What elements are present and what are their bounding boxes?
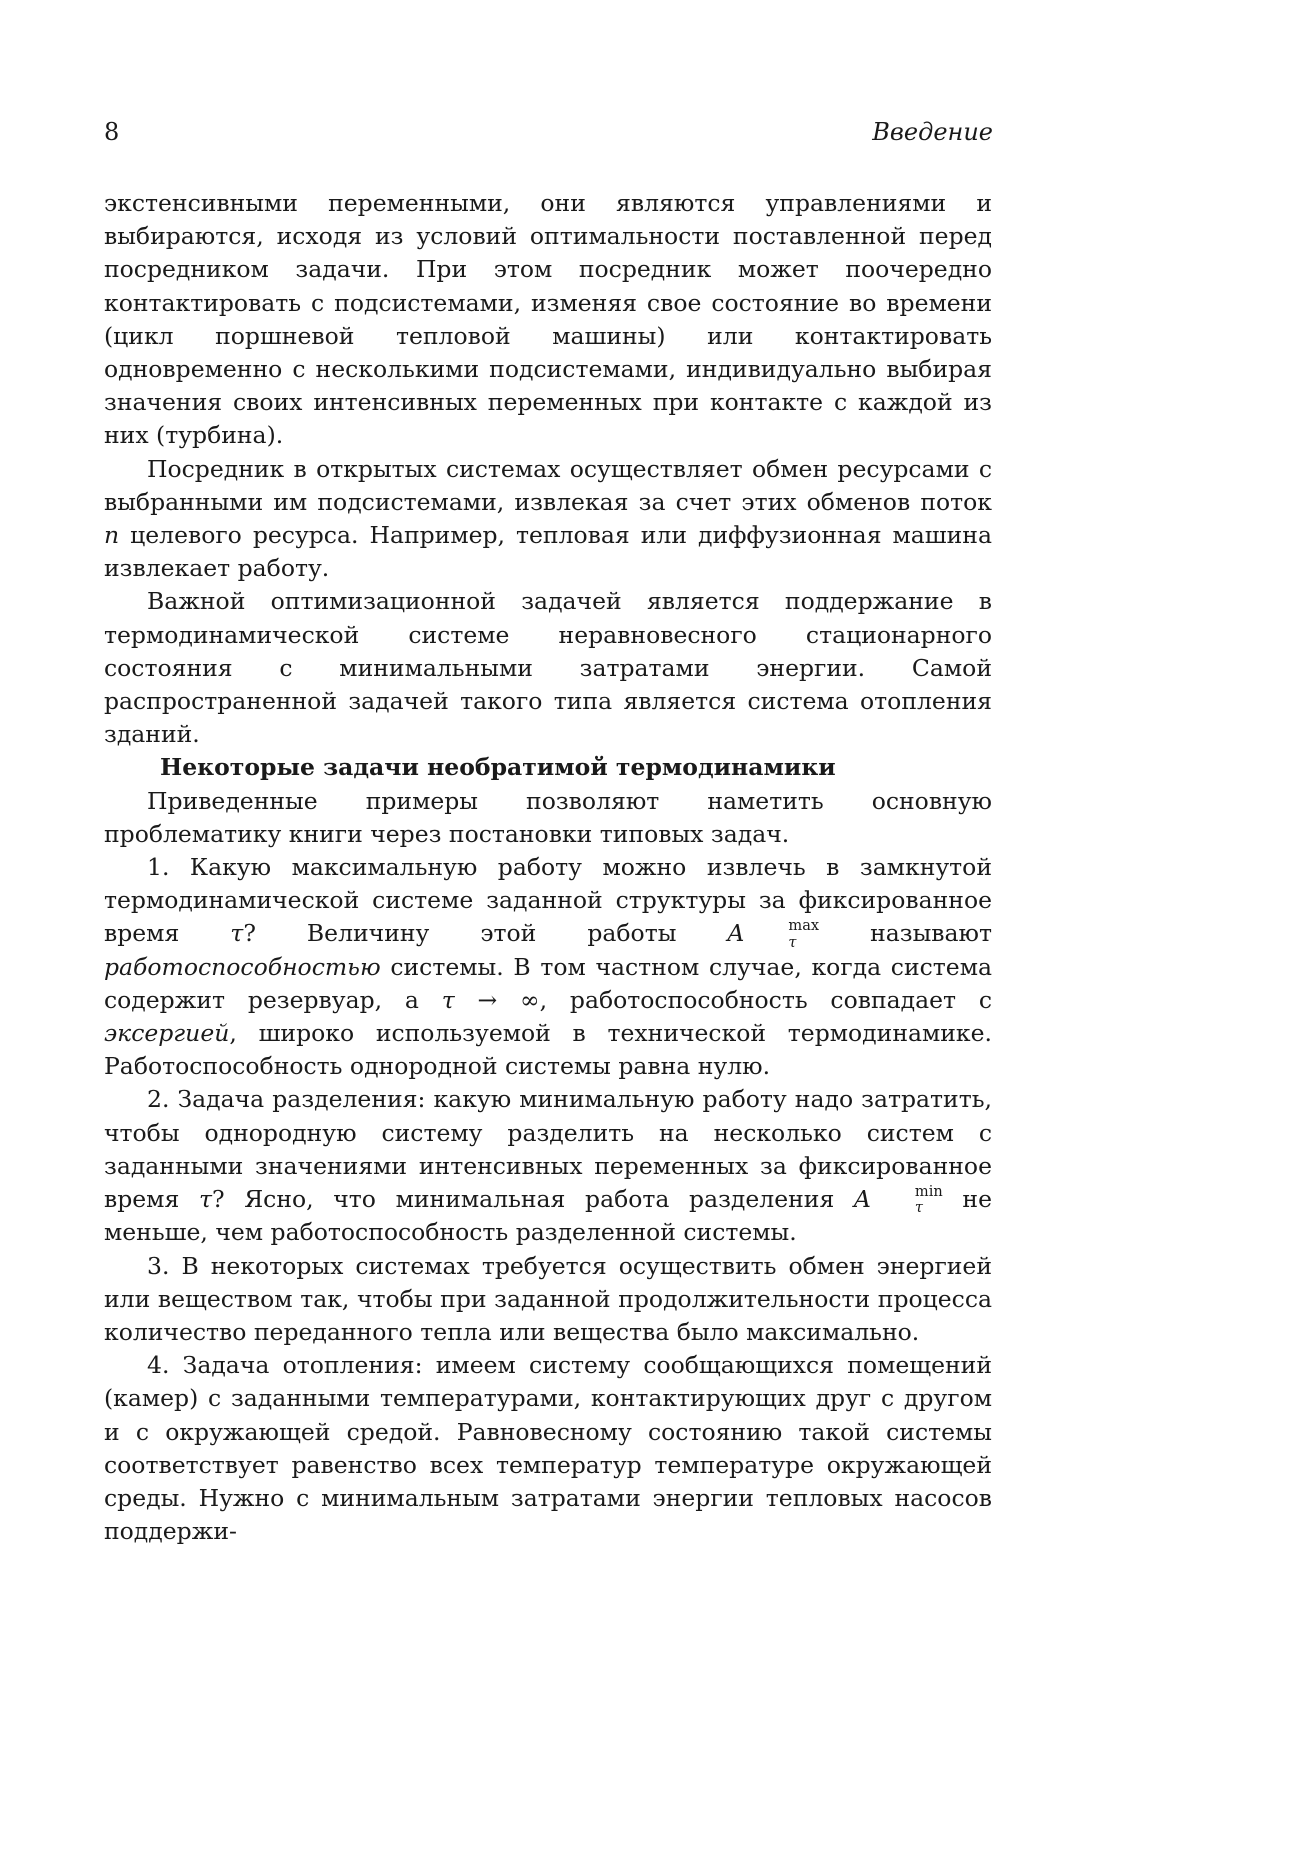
page-number: 8	[104, 118, 120, 146]
paragraph-intro: Приведенные примеры позволяют наметить основную проблематику книги через постановки типовых задач.	[104, 786, 992, 848]
text-run: Посредник в открытых системах осуществляет обмен ресурсами с выбранными им подсистемами, извлекая за счет этих обменов поток	[104, 454, 992, 516]
paragraph-continuation: экстенсивными переменными, они являются управлениями и выбираются, исходя из условий оптимальности поставленной перед посредником задачи. При этом посредник может поочередно контактировать с подсистемами, изменяя свое состояние во времени (цикл поршневой тепловой машины) или контактировать одновременно с несколькими подсистемами, индивидуально выбирая значения своих интенсивных переменных при контакте с каждой из них (турбина).	[104, 189, 992, 450]
math-supsub	[872, 1182, 943, 1217]
paragraph-intermediary	[104, 453, 992, 586]
problem-2	[104, 1083, 992, 1249]
section-subheading: Некоторые задачи необратимой термодинамики	[160, 753, 836, 782]
running-head: Введение	[872, 118, 993, 146]
math-supsub	[745, 919, 819, 950]
text-run: ? Величину этой работы	[243, 919, 728, 948]
text-run: 2. Задача разделения: какую минимальную работу надо затратить, чтобы однородную систему разделить на несколько систем с заданными значениями интенсивных переменных за фиксированное время	[104, 1085, 992, 1214]
math-sub-tau: τ	[914, 1199, 923, 1217]
text-run: ? Ясно, что минимальная работа разделения	[211, 1185, 854, 1214]
math-A: A	[727, 919, 745, 948]
problem-1	[104, 851, 992, 1083]
text-run: называют	[819, 919, 993, 948]
term-eksergiya: эксергией	[104, 1019, 230, 1048]
problem-3: 3. В некоторых системах требуется осуществить обмен энергией или веществом так, чтобы при заданной продолжительности процесса количество переданного тепла или вещества было максимально.	[104, 1251, 992, 1346]
math-sup-max: max	[788, 917, 820, 934]
problem-4: 4. Задача отопления: имеем систему сообщающихся помещений (камер) с заданными температурами, контактирующих друг с другом и с окружающей средой. Равновесному состоянию такой системы соответствует равенство всех температур температуре окружающей среды. Нужно с минимальным затратами энергии тепловых насосов поддержи-	[104, 1351, 992, 1546]
math-n: n	[104, 521, 120, 550]
text-run: , работоспособность совпадает с	[539, 985, 992, 1014]
math-sub-tau: τ	[788, 933, 797, 951]
text-run: , широко используемой в технической термодинамике. Работоспособность однородной системы равна нулю.	[104, 1019, 992, 1081]
text-run: 1. Какую максимальную работу можно извлечь в замкнутой термодинамической системе заданной структуры за фиксированное время	[104, 853, 992, 948]
term-rabotosposobnost: работоспособностью	[104, 952, 381, 981]
page-body	[104, 187, 992, 1548]
math-A: A	[853, 1185, 871, 1214]
page-header	[104, 112, 993, 152]
math-tau: τ	[230, 919, 244, 948]
text-run: не меньше, чем работоспособность разделенной системы.	[104, 1185, 992, 1247]
math-tau: τ	[198, 1185, 212, 1214]
text-run: целевого ресурса. Например, тепловая или диффузионная машина извлекает работу.	[104, 521, 992, 583]
math-tau-limit: τ → ∞	[441, 985, 540, 1014]
text-run: системы. В том частном случае, когда система содержит резервуар, а	[104, 952, 992, 1014]
paragraph-optimization: Важной оптимизационной задачей является поддержание в термодинамической системе неравновесного стационарного состояния с минимальными затратами энергии. Самой распространенной задачей такого типа является система отопления зданий.	[104, 587, 992, 749]
math-sup-min: min	[914, 1182, 943, 1200]
